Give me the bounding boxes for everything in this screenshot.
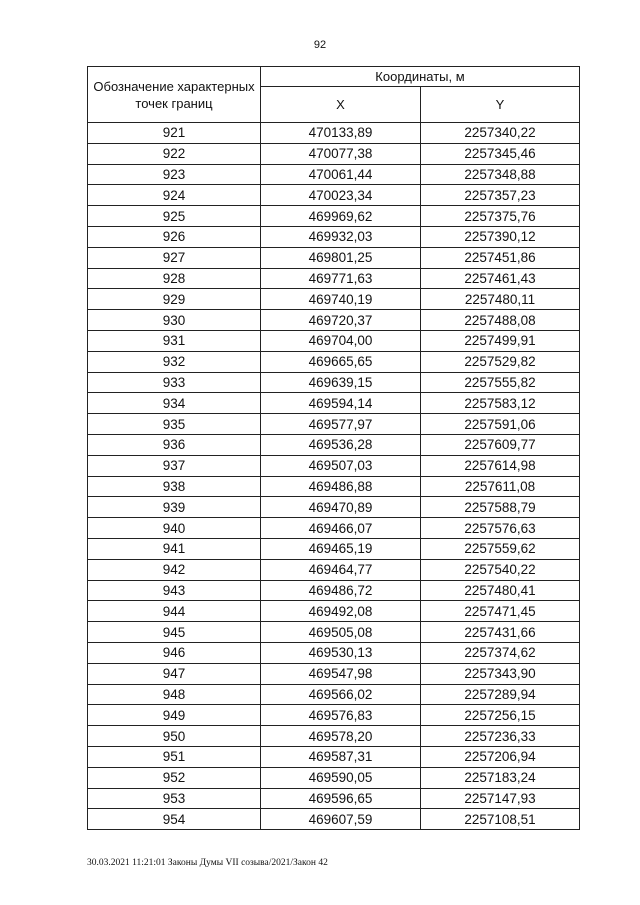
- table-row: [88, 164, 580, 185]
- x-coordinate-cell: 469465,19: [261, 538, 421, 559]
- y-coordinate-cell: 2257451,86: [421, 247, 580, 268]
- table-row: [88, 580, 580, 601]
- table-row: [88, 123, 580, 144]
- x-coordinate-cell: 469594,14: [261, 393, 421, 414]
- point-id-cell: 928: [88, 268, 261, 289]
- x-coordinate-cell: 469536,28: [261, 434, 421, 455]
- x-coordinate-cell: 469547,98: [261, 663, 421, 684]
- table-row: [88, 393, 580, 414]
- x-coordinate-cell: 469771,63: [261, 268, 421, 289]
- x-coordinate-cell: 469486,72: [261, 580, 421, 601]
- table-row: [88, 705, 580, 726]
- point-id-cell: 939: [88, 497, 261, 518]
- y-coordinate-cell: 2257611,08: [421, 476, 580, 497]
- y-coordinate-cell: 2257555,82: [421, 372, 580, 393]
- x-coordinate-cell: 470133,89: [261, 123, 421, 144]
- y-coordinate-cell: 2257488,08: [421, 310, 580, 331]
- header-coords-label: Координаты, м: [261, 67, 580, 87]
- y-coordinate-cell: 2257591,06: [421, 414, 580, 435]
- table-row: [88, 684, 580, 705]
- point-id-cell: 925: [88, 206, 261, 227]
- y-coordinate-cell: 2257108,51: [421, 809, 580, 830]
- point-id-cell: 951: [88, 746, 261, 767]
- y-coordinate-cell: 2257588,79: [421, 497, 580, 518]
- x-coordinate-cell: 469576,83: [261, 705, 421, 726]
- table-row: [88, 226, 580, 247]
- x-coordinate-cell: 469507,03: [261, 455, 421, 476]
- x-coordinate-cell: 469740,19: [261, 289, 421, 310]
- y-coordinate-cell: 2257529,82: [421, 351, 580, 372]
- x-coordinate-cell: 469665,65: [261, 351, 421, 372]
- table-row: [88, 663, 580, 684]
- y-coordinate-cell: 2257540,22: [421, 559, 580, 580]
- table-row: [88, 642, 580, 663]
- footer-stamp: 30.03.2021 11:21:01 Законы Думы VII созыва/2021/Закон 42: [87, 858, 328, 868]
- table-row: [88, 559, 580, 580]
- y-coordinate-cell: 2257345,46: [421, 143, 580, 164]
- x-coordinate-cell: 469720,37: [261, 310, 421, 331]
- x-coordinate-cell: 469577,97: [261, 414, 421, 435]
- y-coordinate-cell: 2257183,24: [421, 767, 580, 788]
- x-coordinate-cell: 469969,62: [261, 206, 421, 227]
- point-id-cell: 931: [88, 330, 261, 351]
- x-coordinate-cell: 469587,31: [261, 746, 421, 767]
- y-coordinate-cell: 2257357,23: [421, 185, 580, 206]
- point-id-cell: 945: [88, 622, 261, 643]
- y-coordinate-cell: 2257576,63: [421, 518, 580, 539]
- y-coordinate-cell: 2257390,12: [421, 226, 580, 247]
- table-body: [88, 123, 580, 830]
- point-id-cell: 950: [88, 726, 261, 747]
- y-coordinate-cell: 2257375,76: [421, 206, 580, 227]
- point-id-cell: 935: [88, 414, 261, 435]
- table-row: [88, 143, 580, 164]
- y-coordinate-cell: 2257559,62: [421, 538, 580, 559]
- x-coordinate-cell: 469596,65: [261, 788, 421, 809]
- table-row: [88, 310, 580, 331]
- y-coordinate-cell: 2257431,66: [421, 622, 580, 643]
- x-coordinate-cell: 469505,08: [261, 622, 421, 643]
- point-id-cell: 953: [88, 788, 261, 809]
- y-coordinate-cell: 2257340,22: [421, 123, 580, 144]
- table-row: [88, 268, 580, 289]
- table-row: [88, 185, 580, 206]
- point-id-cell: 946: [88, 642, 261, 663]
- point-id-cell: 936: [88, 434, 261, 455]
- x-coordinate-cell: 469466,07: [261, 518, 421, 539]
- point-id-cell: 948: [88, 684, 261, 705]
- table-row: [88, 434, 580, 455]
- y-coordinate-cell: 2257471,45: [421, 601, 580, 622]
- point-id-cell: 929: [88, 289, 261, 310]
- header-point-label: Обозначение характерных точек границ: [88, 67, 261, 123]
- y-coordinate-cell: 2257206,94: [421, 746, 580, 767]
- x-coordinate-cell: 469578,20: [261, 726, 421, 747]
- point-id-cell: 942: [88, 559, 261, 580]
- table-row: [88, 455, 580, 476]
- point-id-cell: 926: [88, 226, 261, 247]
- table-row: [88, 767, 580, 788]
- table-row: [88, 351, 580, 372]
- table-row: [88, 538, 580, 559]
- table-row: [88, 476, 580, 497]
- table-row: [88, 788, 580, 809]
- table-header: [88, 67, 580, 123]
- header-x-label: X: [261, 87, 421, 123]
- y-coordinate-cell: 2257256,15: [421, 705, 580, 726]
- table-row: [88, 372, 580, 393]
- table-row: [88, 726, 580, 747]
- y-coordinate-cell: 2257289,94: [421, 684, 580, 705]
- x-coordinate-cell: 470077,38: [261, 143, 421, 164]
- x-coordinate-cell: 470023,34: [261, 185, 421, 206]
- point-id-cell: 937: [88, 455, 261, 476]
- table-row: [88, 247, 580, 268]
- y-coordinate-cell: 2257461,43: [421, 268, 580, 289]
- x-coordinate-cell: 470061,44: [261, 164, 421, 185]
- point-id-cell: 938: [88, 476, 261, 497]
- x-coordinate-cell: 469492,08: [261, 601, 421, 622]
- table-row: [88, 622, 580, 643]
- table-row: [88, 809, 580, 830]
- table-row: [88, 601, 580, 622]
- x-coordinate-cell: 469704,00: [261, 330, 421, 351]
- table-row: [88, 206, 580, 227]
- x-coordinate-cell: 469566,02: [261, 684, 421, 705]
- y-coordinate-cell: 2257614,98: [421, 455, 580, 476]
- y-coordinate-cell: 2257236,33: [421, 726, 580, 747]
- point-id-cell: 927: [88, 247, 261, 268]
- x-coordinate-cell: 469470,89: [261, 497, 421, 518]
- y-coordinate-cell: 2257374,62: [421, 642, 580, 663]
- y-coordinate-cell: 2257499,91: [421, 330, 580, 351]
- table-row: [88, 746, 580, 767]
- point-id-cell: 952: [88, 767, 261, 788]
- point-id-cell: 933: [88, 372, 261, 393]
- y-coordinate-cell: 2257480,11: [421, 289, 580, 310]
- coordinates-table: [87, 66, 580, 830]
- point-id-cell: 954: [88, 809, 261, 830]
- point-id-cell: 940: [88, 518, 261, 539]
- x-coordinate-cell: 469932,03: [261, 226, 421, 247]
- point-id-cell: 930: [88, 310, 261, 331]
- table-row: [88, 330, 580, 351]
- point-id-cell: 932: [88, 351, 261, 372]
- point-id-cell: 924: [88, 185, 261, 206]
- point-id-cell: 947: [88, 663, 261, 684]
- header-y-label: Y: [421, 87, 580, 123]
- y-coordinate-cell: 2257348,88: [421, 164, 580, 185]
- point-id-cell: 949: [88, 705, 261, 726]
- y-coordinate-cell: 2257480,41: [421, 580, 580, 601]
- table-row: [88, 289, 580, 310]
- x-coordinate-cell: 469464,77: [261, 559, 421, 580]
- point-id-cell: 944: [88, 601, 261, 622]
- point-id-cell: 923: [88, 164, 261, 185]
- point-id-cell: 943: [88, 580, 261, 601]
- y-coordinate-cell: 2257583,12: [421, 393, 580, 414]
- x-coordinate-cell: 469486,88: [261, 476, 421, 497]
- x-coordinate-cell: 469639,15: [261, 372, 421, 393]
- x-coordinate-cell: 469801,25: [261, 247, 421, 268]
- point-id-cell: 941: [88, 538, 261, 559]
- table-row: [88, 497, 580, 518]
- page-number: 92: [313, 39, 327, 51]
- point-id-cell: 934: [88, 393, 261, 414]
- x-coordinate-cell: 469607,59: [261, 809, 421, 830]
- x-coordinate-cell: 469590,05: [261, 767, 421, 788]
- y-coordinate-cell: 2257609,77: [421, 434, 580, 455]
- y-coordinate-cell: 2257343,90: [421, 663, 580, 684]
- y-coordinate-cell: 2257147,93: [421, 788, 580, 809]
- point-id-cell: 922: [88, 143, 261, 164]
- x-coordinate-cell: 469530,13: [261, 642, 421, 663]
- table-row: [88, 414, 580, 435]
- point-id-cell: 921: [88, 123, 261, 144]
- table-row: [88, 518, 580, 539]
